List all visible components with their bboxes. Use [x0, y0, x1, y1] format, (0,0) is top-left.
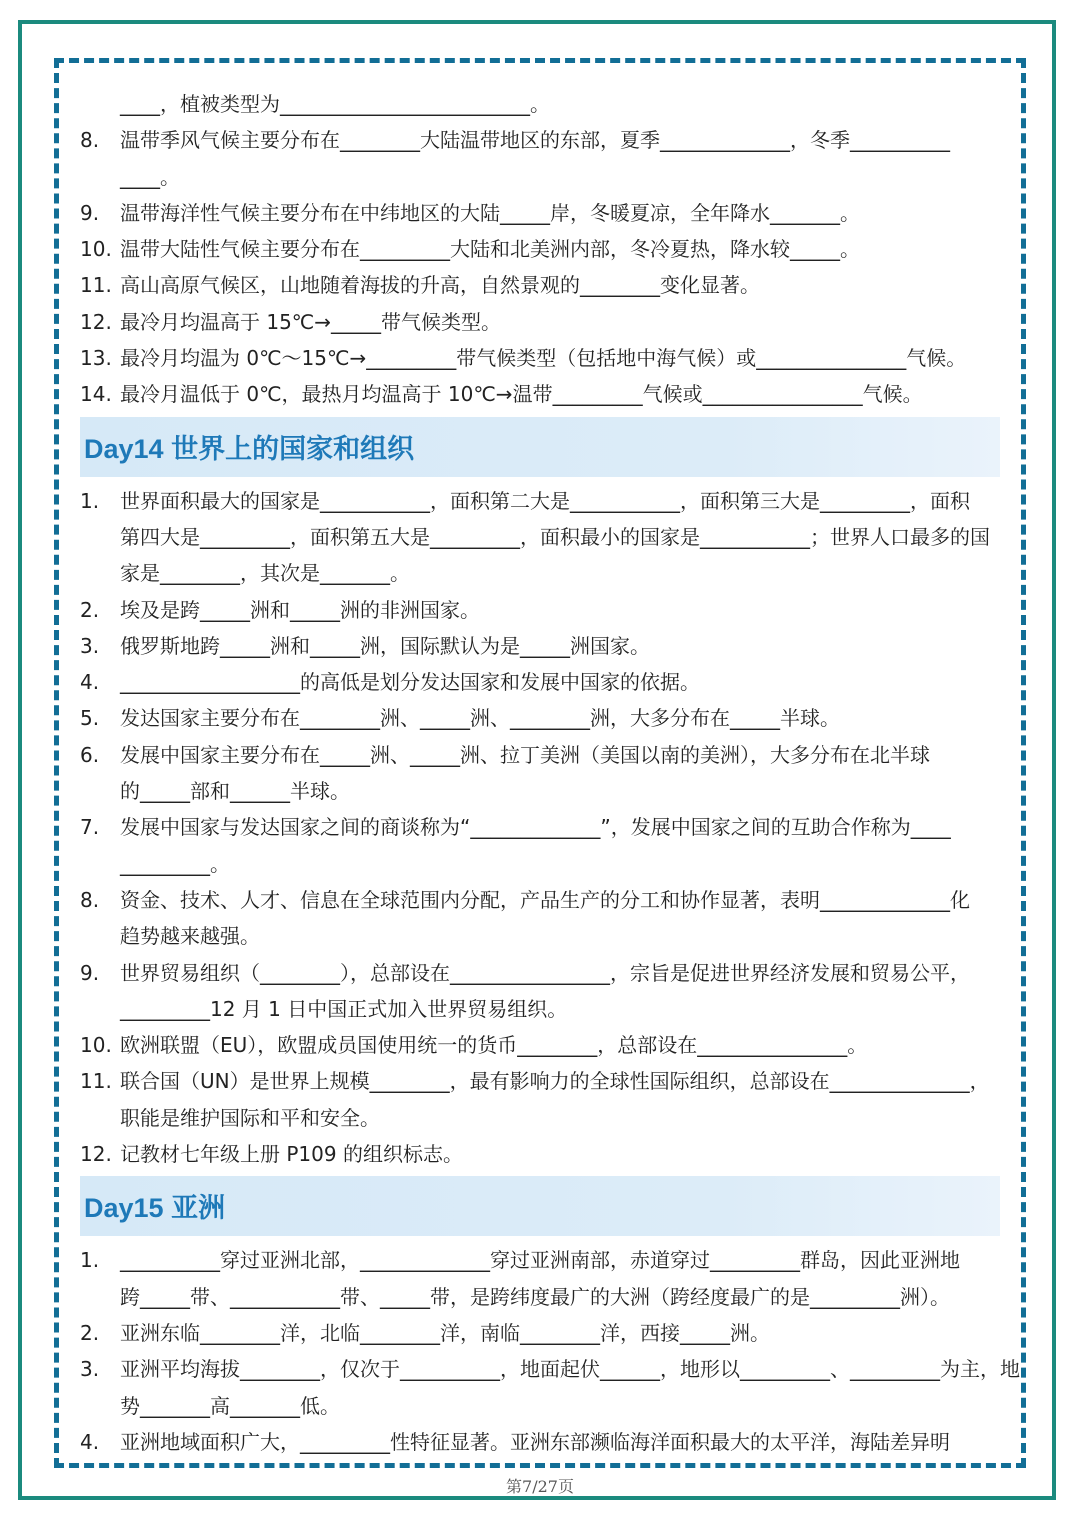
question-line [80, 519, 1000, 555]
day15-questions [80, 1242, 1020, 1460]
question-line [80, 809, 1000, 845]
question-text: _________12 月 1 日中国正式加入世界贸易组织。 [120, 996, 568, 1021]
question-number: 4. [80, 670, 100, 695]
question-number: 1. [80, 488, 100, 513]
question-line [80, 1388, 1000, 1424]
question-number: 3. [80, 1357, 100, 1382]
question-number: 10. [80, 237, 112, 262]
question-number: 10. [80, 1033, 112, 1058]
question-line [80, 882, 1000, 918]
question-text: 资金、技术、人才、信息在全球范围内分配，产品生产的分工和协作显著，表明_____________化 [120, 887, 970, 912]
question-text: 世界面积最大的国家是___________，面积第二大是___________，面积第三大是_________，面积 [120, 488, 970, 513]
question-text: 亚洲东临________洋，北临________洋，南临________洋，西接_____洲。 [120, 1320, 770, 1345]
question-line [80, 737, 1000, 773]
section-heading-day15 [80, 1176, 1000, 1236]
question-line [80, 664, 1000, 700]
question-text: ____。 [120, 164, 180, 189]
question-line [80, 267, 1000, 303]
question-line [80, 304, 1000, 340]
question-text: 高山高原气候区，山地随着海拔的升高，自然景观的________变化显著。 [120, 273, 760, 298]
question-text: 埃及是跨_____洲和_____洲的非洲国家。 [120, 597, 480, 622]
question-line [80, 122, 1000, 158]
question-number: 5. [80, 706, 100, 731]
question-text: 趋势越来越强。 [120, 924, 260, 949]
question-line [80, 159, 1000, 195]
question-text: 职能是维护国际和平和安全。 [120, 1105, 380, 1130]
question-number: 7. [80, 815, 100, 840]
question-text: __________________的高低是划分发达国家和发展中国家的依据。 [120, 670, 700, 695]
question-text: 欧洲联盟（EU），欧盟成员国使用统一的货币________，总部设在_______________。 [120, 1033, 868, 1058]
question-line [80, 846, 1000, 882]
day14-questions [80, 483, 1000, 1173]
question-text: 发展中国家与发达国家之间的商谈称为“_____________”，发展中国家之间的互助合作称为____ [120, 815, 951, 840]
question-text: 发达国家主要分布在________洲、_____洲、________洲，大多分布在_____半球。 [120, 706, 840, 731]
day14-title: Day14 世界上的国家和组织 [84, 433, 415, 464]
question-text: 亚洲地域面积广大，_________性特征显著。亚洲东部濒临海洋面积最大的太平洋，海陆差异明 [120, 1429, 950, 1454]
question-line [80, 773, 1000, 809]
question-text: _________。 [120, 851, 230, 876]
question-line [80, 1027, 1000, 1063]
question-line [80, 1315, 1000, 1351]
question-text: 最冷月均温高于 15℃→_____带气候类型。 [120, 309, 502, 334]
question-text: 家是________，其次是_______。 [120, 561, 410, 586]
question-number: 12. [80, 1142, 112, 1167]
question-line [80, 592, 1000, 628]
question-number: 3. [80, 633, 100, 658]
question-text: 第四大是_________，面积第五大是_________，面积最小的国家是___________；世界人口最多的国 [120, 524, 990, 549]
question-line [80, 340, 1000, 376]
question-number: 9. [80, 200, 100, 225]
question-number: 1. [80, 1248, 100, 1273]
question-line [80, 1063, 1000, 1099]
question-text: 最冷月均温为 0℃～15℃→_________带气候类型（包括地中海气候）或_______________气候。 [120, 346, 967, 371]
question-line [80, 1424, 1000, 1460]
question-text: 世界贸易组织（________），总部设在________________，宗旨是促进世界经济发展和贸易公平， [120, 960, 970, 985]
question-number: 8. [80, 128, 100, 153]
question-line [80, 918, 1000, 954]
question-number: 11. [80, 273, 112, 298]
question-line [80, 1100, 1000, 1136]
question-line [80, 555, 1000, 591]
question-text: 记教材七年级上册 P109 的组织标志。 [120, 1142, 463, 1167]
question-text: 温带海洋性气候主要分布在中纬地区的大陆_____岸，冬暖夏凉，全年降水_______。 [120, 200, 860, 225]
question-text: ____，植被类型为_________________________。 [120, 92, 550, 116]
question-line [80, 991, 1000, 1027]
question-text: 温带季风气候主要分布在________大陆温带地区的东部，夏季_____________，冬季__________ [120, 128, 950, 153]
question-text: 跨_____带、___________带、_____带，是跨纬度最广的大洲（跨经度最广的是_________洲）。 [120, 1284, 950, 1309]
question-line [80, 195, 1000, 231]
question-number: 9. [80, 960, 100, 985]
question-number: 14. [80, 382, 112, 407]
question-line [80, 1136, 1000, 1172]
question-number: 8. [80, 887, 100, 912]
question-line [80, 628, 1000, 664]
worksheet-content [80, 86, 1020, 1460]
question-line [80, 1242, 1000, 1278]
question-line [80, 1351, 1020, 1387]
question-line [80, 700, 1000, 736]
section-heading-day14 [80, 417, 1000, 477]
question-number: 6. [80, 742, 100, 767]
question-text: 发展中国家主要分布在_____洲、_____洲、拉丁美洲（美国以南的美洲），大多分布在北半球 [120, 742, 930, 767]
day15-title: Day15 亚洲 [84, 1193, 226, 1224]
climate-questions [80, 86, 1000, 413]
question-number: 4. [80, 1429, 100, 1454]
question-number: 11. [80, 1069, 112, 1094]
question-text: __________穿过亚洲北部，_____________穿过亚洲南部，赤道穿过_________群岛，因此亚洲地 [120, 1248, 960, 1273]
question-number: 12. [80, 309, 112, 334]
question-line [80, 376, 1000, 412]
question-text: 最冷月温低于 0℃，最热月均温高于 10℃→温带_________气候或________________气候。 [120, 382, 923, 407]
question-number: 13. [80, 346, 112, 371]
question-line [80, 231, 1000, 267]
question-text: 亚洲平均海拔________，仅次于__________，地面起伏______，地形以_________、_________为主，地 [120, 1357, 1020, 1382]
question-line [80, 955, 1000, 991]
question-text: 联合国（UN）是世界上规模________，最有影响力的全球性国际组织，总部设在______________， [120, 1069, 990, 1094]
page-number: 第7/27页 [506, 1477, 574, 1496]
question-number: 2. [80, 597, 100, 622]
question-line [80, 483, 1000, 519]
question-line [80, 1279, 1000, 1315]
question-number: 2. [80, 1320, 100, 1345]
question-line [80, 86, 1000, 122]
question-text: 的_____部和______半球。 [120, 779, 350, 804]
question-text: 势_______高_______低。 [120, 1393, 340, 1418]
question-text: 俄罗斯地跨_____洲和_____洲，国际默认为是_____洲国家。 [120, 633, 650, 658]
question-text: 温带大陆性气候主要分布在_________大陆和北美洲内部，冬冷夏热，降水较_____。 [120, 237, 860, 262]
